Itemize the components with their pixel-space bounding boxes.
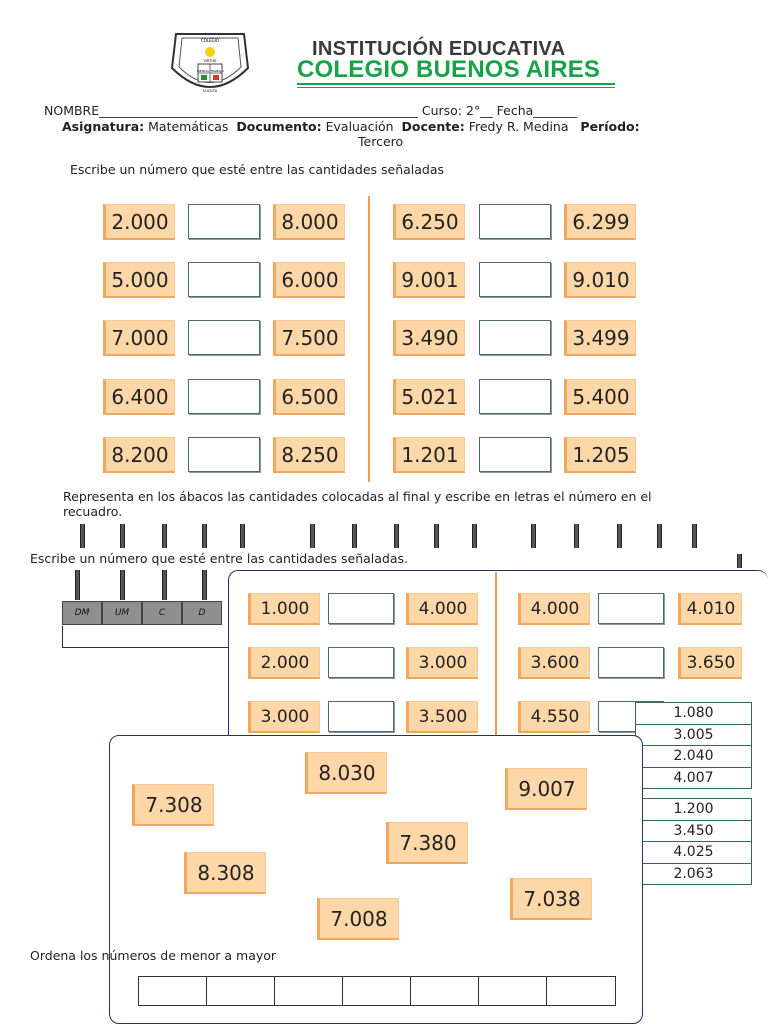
abacus-rod: [352, 524, 357, 548]
ex1-right-lower-number: 5.021: [393, 379, 465, 415]
abacus-rod: [240, 524, 245, 548]
table2-cell: 3.450: [636, 820, 752, 842]
school-logo: [168, 28, 252, 102]
ex1-right-answer-box[interactable]: [479, 204, 551, 239]
ex3-left-answer-box[interactable]: [328, 593, 394, 624]
abacus-label: D: [182, 601, 222, 625]
asignatura-value: Matemáticas: [148, 119, 229, 134]
ex1-left-answer-box[interactable]: [188, 379, 260, 414]
abacus-label: UM: [102, 601, 142, 625]
abacus-rod: [692, 524, 697, 548]
ex4-number: 8.030: [305, 752, 387, 794]
ex1-right-upper-number: 5.400: [564, 379, 636, 415]
abacus-rod: [202, 570, 207, 600]
abacus-rod: [574, 524, 579, 548]
ex1-right-answer-box[interactable]: [479, 379, 551, 414]
ex4-number: 8.308: [184, 852, 266, 894]
ex3-right-answer-box[interactable]: [598, 647, 664, 678]
ex1-right-upper-number: 1.205: [564, 437, 636, 473]
logo-text-trabajo: TRABAJO: [210, 69, 224, 73]
asignatura-line: [62, 119, 640, 134]
ex3-left-lower-number: 2.000: [248, 647, 320, 679]
logo-text-city: CUCUTA: [202, 89, 218, 93]
ex3-left-upper-number: 4.000: [406, 593, 478, 625]
order-answer-cell[interactable]: [411, 977, 479, 1005]
logo-text-ciencia: CIENCIA: [196, 69, 210, 73]
ex3-left-upper-number: 3.000: [406, 647, 478, 679]
ex3-left-answer-box[interactable]: [328, 647, 394, 678]
ex1-right-upper-number: 6.299: [564, 204, 636, 240]
ex1-left-upper-number: 7.500: [273, 320, 345, 356]
documento-label: Documento:: [236, 119, 322, 134]
abacus-rod: [472, 524, 477, 548]
ex3-left-upper-number: 3.500: [406, 701, 478, 733]
ex1-left-answer-box[interactable]: [188, 262, 260, 297]
ex1-left-lower-number: 6.400: [103, 379, 175, 415]
abacus-rod: [394, 524, 399, 548]
docente-label: Docente:: [401, 119, 465, 134]
ex2-instruction-line1: Representa en los ábacos las cantidades colocadas al final y escribe en letras el número en el: [63, 489, 652, 504]
order-answer-cell[interactable]: [275, 977, 343, 1005]
abacus-rod: [434, 524, 439, 548]
ex1-left-upper-number: 6.000: [273, 262, 345, 298]
abacus-rod: [531, 524, 536, 548]
ex1-right-lower-number: 6.250: [393, 204, 465, 240]
ex3-right-lower-number: 4.000: [518, 593, 590, 625]
ex1-left-answer-box[interactable]: [188, 320, 260, 355]
abacus-rod: [162, 524, 167, 548]
order-answer-cell[interactable]: [139, 977, 207, 1005]
ex1-right-answer-box[interactable]: [479, 320, 551, 355]
abacus-answer-box[interactable]: [62, 626, 232, 648]
ex3-left-answer-box[interactable]: [328, 701, 394, 732]
institution-line1: INSTITUCIÓN EDUCATIVA: [312, 38, 566, 60]
logo-text-top: COLEGIO: [200, 38, 220, 43]
periodo-value: Tercero: [358, 134, 404, 149]
abacus-rod: [120, 524, 125, 548]
order-answer-cell[interactable]: [343, 977, 411, 1005]
asignatura-label: Asignatura:: [62, 119, 145, 134]
ex3-left-lower-number: 1.000: [248, 593, 320, 625]
ex1-right-upper-number: 3.499: [564, 320, 636, 356]
logo-text-virtud: VIRTUD: [203, 59, 217, 63]
table1-cell: 1.080: [636, 703, 752, 725]
order-answer-grid: [138, 976, 616, 1006]
ex1-left-answer-box[interactable]: [188, 204, 260, 239]
abacus-rod: [617, 524, 622, 548]
ex1-divider: [368, 196, 370, 482]
ex1-right-answer-box[interactable]: [479, 262, 551, 297]
ex1-left-lower-number: 5.000: [103, 262, 175, 298]
ex4-number: 7.380: [386, 822, 468, 864]
ex1-left-answer-box[interactable]: [188, 437, 260, 472]
table2-cell: 2.063: [636, 863, 752, 885]
ex4-number: 7.038: [510, 878, 592, 920]
header-rule-thin: [297, 87, 615, 88]
abacus-rod: [75, 570, 80, 600]
abacus-rod: [737, 554, 742, 568]
ex1-left-upper-number: 6.500: [273, 379, 345, 415]
ex3-right-upper-number: 4.010: [678, 593, 742, 625]
ex1-left-lower-number: 8.200: [103, 437, 175, 473]
order-answer-cell[interactable]: [547, 977, 615, 1005]
ex1-instruction: Escribe un número que esté entre las cantidades señaladas: [70, 162, 445, 177]
ex3-divider: [495, 572, 497, 742]
ex1-right-lower-number: 9.001: [393, 262, 465, 298]
ex3-right-lower-number: 4.550: [518, 701, 590, 733]
ex4-number: 9.007: [505, 768, 587, 810]
ex1-left-lower-number: 7.000: [103, 320, 175, 356]
docente-value: Fredy R. Medina: [468, 119, 569, 134]
ex2-instruction-line2: recuadro.: [63, 504, 123, 519]
ex1-right-upper-number: 9.010: [564, 262, 636, 298]
ex3-right-upper-number: 3.650: [678, 647, 742, 679]
table2-cell: 1.200: [636, 799, 752, 821]
abacus-rod: [162, 570, 167, 600]
abacus-rod: [657, 524, 662, 548]
abacus-rod: [310, 524, 315, 548]
ex1-right-answer-box[interactable]: [479, 437, 551, 472]
table2-cell: 4.025: [636, 842, 752, 864]
ex1-right-lower-number: 3.490: [393, 320, 465, 356]
ex1-right-lower-number: 1.201: [393, 437, 465, 473]
ex1-left-lower-number: 2.000: [103, 204, 175, 240]
periodo-label: Período:: [580, 119, 640, 134]
numbers-table-1: [635, 702, 752, 789]
abacus-label: C: [142, 601, 182, 625]
ex3-right-lower-number: 3.600: [518, 647, 590, 679]
ex3-instruction: Escribe un número que esté entre las cantidades señaladas.: [30, 551, 408, 566]
order-answer-cell[interactable]: [479, 977, 547, 1005]
ex3-right-answer-box[interactable]: [598, 593, 664, 624]
abacus-label: DM: [62, 601, 102, 625]
ex1-left-upper-number: 8.000: [273, 204, 345, 240]
ex3-left-lower-number: 3.000: [248, 701, 320, 733]
table1-cell: 4.007: [636, 767, 752, 789]
documento-value: Evaluación: [325, 119, 394, 134]
ex4-instruction: Ordena los números de menor a mayor: [30, 948, 277, 963]
header-rule: [297, 83, 615, 85]
abacus-rod: [120, 570, 125, 600]
table1-cell: 3.005: [636, 724, 752, 746]
name-course-date-line: NOMBRE___________________________________________________ Curso: 2°__ Fecha_______: [44, 103, 578, 118]
institution-line2: COLEGIO BUENOS AIRES: [297, 56, 601, 83]
ex1-left-upper-number: 8.250: [273, 437, 345, 473]
abacus-rod: [202, 524, 207, 548]
ex4-number: 7.008: [317, 898, 399, 940]
table1-cell: 2.040: [636, 746, 752, 768]
numbers-table-2: [635, 798, 752, 885]
abacus-rod: [80, 524, 85, 548]
order-answer-cell[interactable]: [207, 977, 275, 1005]
ex4-number: 7.308: [132, 784, 214, 826]
